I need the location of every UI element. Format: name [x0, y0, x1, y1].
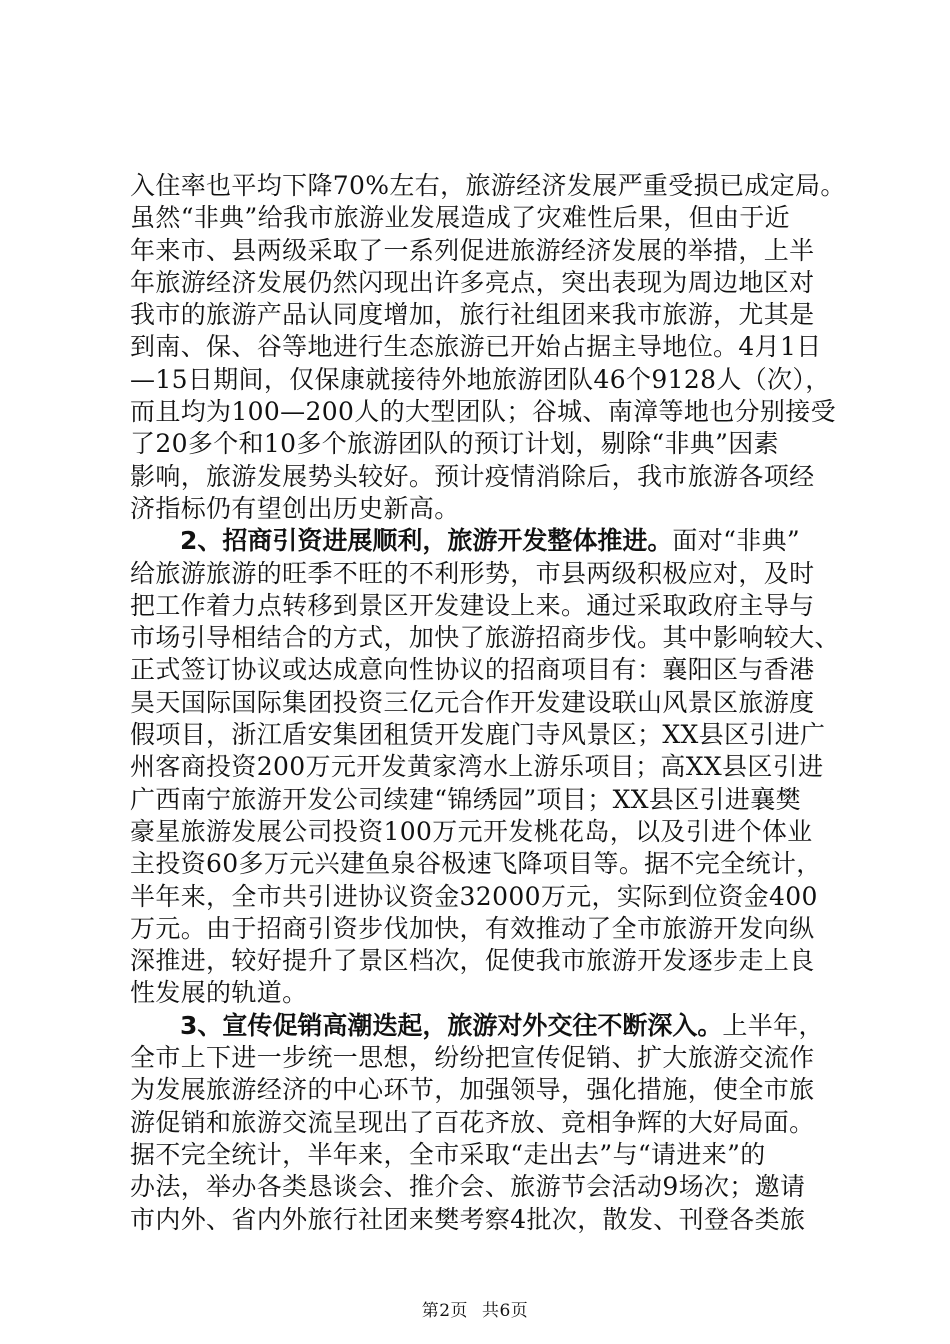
text-line: [130, 461, 830, 493]
line-text: 广西南宁旅游开发公司续建“锦绣园”项目；XX县区引进襄樊: [130, 784, 801, 814]
section-heading: 3、宣传促销高潮迭起，旅游对外交往不断深入。: [180, 1010, 723, 1040]
line-text: 入住率也平均下降70%左右，旅游经济发展严重受损已成定局。: [130, 171, 846, 200]
text-line: [130, 654, 830, 686]
text-line: [130, 913, 830, 945]
section-heading: 2、招商引资进展顺利，旅游开发整体推进。: [180, 526, 673, 556]
text-line: [130, 816, 830, 848]
line-text: 假项目，浙江盾安集团租赁开发鹿门寺风景区；XX县区引进广: [130, 720, 826, 750]
line-text: 为发展旅游经济的中心环节，加强领导，强化措施，使全市旅: [130, 1075, 815, 1105]
line-text: 州客商投资200万元开发黄家湾水上游乐项目；高XX县区引进: [130, 752, 824, 782]
text-line: [130, 977, 830, 1009]
text-line: [130, 1204, 830, 1236]
line-text: 虽然“非典”给我市旅游业发展造成了灾难性后果，但由于近: [130, 203, 791, 233]
section-heading-line: [130, 525, 830, 557]
body-text: [130, 170, 846, 1236]
line-text: 而且均为100—200人的大型团队；谷城、南漳等地也分别接受: [130, 397, 836, 427]
line-text: 据不完全统计，半年来，全市采取“走出去”与“请进来”的: [130, 1139, 766, 1169]
line-text: 性发展的轨道。: [130, 978, 308, 1008]
line-text: 市内外、省内外旅行社团来樊考察4批次，散发、刊登各类旅: [130, 1204, 806, 1234]
text-line: [130, 1139, 830, 1171]
text-line: [130, 170, 846, 202]
line-text: 正式签订协议或达成意向性协议的招商项目有：襄阳区与香港: [130, 655, 815, 685]
line-text: 年来市、县两级采取了一系列促进旅游经济发展的举措，上半: [130, 235, 815, 265]
line-text: 给旅游旅游的旺季不旺的不利形势，市县两级积极应对，及时: [130, 558, 815, 588]
text-line: [130, 493, 830, 525]
text-line: [130, 1171, 830, 1203]
line-text: 办法，举办各类恳谈会、推介会、旅游节会活动9场次；邀请: [130, 1172, 806, 1202]
text-line: [130, 331, 830, 363]
line-text: 万元。由于招商引资步伐加快，有效推动了全市旅游开发向纵: [130, 913, 815, 943]
line-text: 到南、保、谷等地进行生态旅游已开始占据主导地位。4月1日: [130, 332, 822, 362]
line-text: 我市的旅游产品认同度增加，旅行社组团来我市旅游，尤其是: [130, 300, 815, 330]
page-footer: [0, 1296, 950, 1321]
line-text: 昊天国际国际集团投资三亿元合作开发建设联山风景区旅游度: [130, 687, 815, 717]
text-line: [130, 622, 840, 654]
line-text: 游促销和旅游交流呈现出了百花齐放、竞相争辉的大好局面。: [130, 1107, 815, 1137]
text-line: [130, 687, 830, 719]
page-number: 第2页: [421, 1301, 469, 1321]
line-text: 深推进，较好提升了景区档次，促使我市旅游开发逐步走上良: [130, 946, 815, 976]
line-text: 面对“非典”: [672, 526, 801, 556]
text-line: [130, 558, 830, 590]
text-line: [130, 590, 830, 622]
line-text: 上半年，: [722, 1010, 824, 1040]
text-line: [130, 1107, 830, 1139]
line-text: —15日期间，仅保康就接待外地旅游团队46个9128人（次），: [130, 364, 831, 394]
line-text: 了20多个和10多个旅游团队的预订计划，剔除“非典”因素: [130, 429, 779, 459]
text-line: [130, 267, 830, 299]
text-line: [130, 751, 830, 783]
text-line: [130, 396, 836, 428]
text-line: [130, 299, 830, 331]
line-text: 半年来，全市共引进协议资金32000万元，实际到位资金400: [130, 881, 818, 911]
text-line: [130, 202, 830, 234]
text-line: [130, 719, 830, 751]
line-text: 豪星旅游发展公司投资100万元开发桃花岛，以及引进个体业: [130, 816, 813, 846]
line-text: 年旅游经济发展仍然闪现出许多亮点，突出表现为周边地区对: [130, 267, 815, 297]
line-text: 把工作着力点转移到景区开发建设上来。通过采取政府主导与: [130, 590, 815, 620]
text-line: [130, 848, 830, 880]
text-line: [130, 235, 830, 267]
line-text: 市场引导相结合的方式，加快了旅游招商步伐。其中影响较大、: [130, 623, 840, 653]
line-text: 影响，旅游发展势头较好。预计疫情消除后，我市旅游各项经: [130, 461, 815, 491]
text-line: [130, 428, 830, 460]
text-line: [130, 784, 830, 816]
text-line: [130, 945, 830, 977]
line-text: 主投资60多万元兴建鱼泉谷极速飞降项目等。据不完全统计，: [130, 849, 822, 879]
text-line: [130, 881, 830, 913]
text-line: [130, 1074, 830, 1106]
line-text: 全市上下进一步统一思想，纷纷把宣传促销、扩大旅游交流作: [130, 1043, 815, 1073]
section-heading-line: [130, 1010, 830, 1042]
line-text: 济指标仍有望创出历史新高。: [130, 493, 460, 523]
page-total: 共6页: [481, 1301, 529, 1321]
text-line: [130, 364, 830, 396]
text-line: [130, 1042, 830, 1074]
